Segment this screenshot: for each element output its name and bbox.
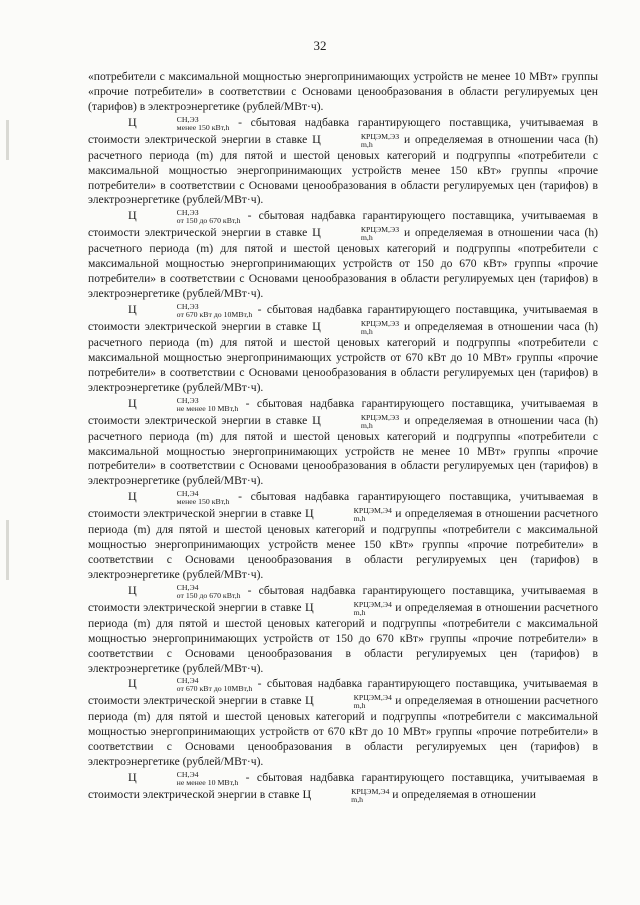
tariff-symbol: Ц СН,Э4 не менее 10 МВт,h — [128, 770, 239, 788]
rate-symbol: Ц КРЦЭМ,ЭЗ m,h — [312, 131, 400, 149]
definition-paragraph: Ц СН,Э4 от 670 кВт до 10МВт,h - сбытовая надбавка гарантирующего поставщика, учитываемая в стоимости электрической энергии в ставке Ц КРЦЭМ,Э4 m,h и определяемая в отношении расчетного периода (m) для пятой и шестой ценовых категорий и подгруппы «потребители с максимальной мощностью энергопринимающих устройств от 670 кВт до 10 МВт» группы «прочие потребители» в соответствии с Основами ценообразования в области регулируемых цен (тарифов) в электроэнергетике (рублей/МВт·ч). — [88, 676, 598, 769]
tariff-symbol: Ц СН,ЭЗ от 150 до 670 кВт,h — [128, 208, 241, 226]
rate-symbol: Ц КРЦЭМ,ЭЗ m,h — [312, 318, 400, 336]
rate-symbol: Ц КРЦЭМ,Э4 m,h — [304, 599, 392, 617]
tariff-symbol: Ц СН,Э4 от 150 до 670 кВт,h — [128, 582, 241, 600]
page-number: 32 — [313, 38, 327, 53]
definition-paragraph: Ц СН,ЭЗ не менее 10 МВт,h - сбытовая надбавка гарантирующего поставщика, учитываемая в стоимости электрической энергии в ставке Ц КРЦЭМ,ЭЗ m,h и определяемая в отношении часа (h) расчетного периода (m) для пятой и шестой ценовых категорий и подгруппы «потребители с максимальной мощностью энергопринимающих устройств не менее 10 МВт» группы «прочие потребители» в соответствии с Основами ценообразования в области регулируемых цен (тарифов) в электроэнергетике (рублей/МВт·ч). — [88, 395, 599, 488]
rate-symbol: Ц КРЦЭМ,ЭЗ m,h — [312, 225, 400, 243]
document-body — [88, 70, 598, 804]
definition-paragraph: Ц СН,ЭЗ от 150 до 670 кВт,h - сбытовая надбавка гарантирующего поставщика, учитываемая в стоимости электрической энергии в ставке Ц КРЦЭМ,ЭЗ m,h и определяемая в отношении часа (h) расчетного периода (m) для пятой и шестой ценовых категорий и подгруппы «потребители с максимальной мощностью энергопринимающих устройств от 150 до 670 кВт» группы «прочие потребители» в соответствии с Основами ценообразования в области регулируемых цен (тарифов) в электроэнергетике (рублей/МВт·ч). — [88, 208, 599, 301]
rate-symbol: Ц КРЦЭМ,Э4 m,h — [302, 787, 390, 805]
scan-edge-mark — [6, 520, 9, 580]
tariff-symbol: Ц СН,Э4 менее 150 кВт,h — [128, 489, 230, 507]
intro-paragraph: «потребители с максимальной мощностью энергопринимающих устройств не менее 10 МВт» группы «прочие потребители» в соответствии с Основами ценообразования в области регулируемых цен (тарифов) в электроэнергетике (рублей/МВт·ч). — [88, 70, 598, 113]
tariff-symbol: Ц СН,ЭЗ от 670 кВт до 10МВт,h — [128, 301, 253, 319]
definition-paragraph: Ц СН,ЭЗ от 670 кВт до 10МВт,h - сбытовая надбавка гарантирующего поставщика, учитываемая в стоимости электрической энергии в ставке Ц КРЦЭМ,ЭЗ m,h и определяемая в отношении часа (h) расчетного периода (m) для пятой и шестой ценовых категорий и подгруппы «потребители с максимальной мощностью энергопринимающих устройств от 670 кВт до 10 МВт» группы «прочие потребители» в соответствии с Основами ценообразования в области регулируемых цен (тарифов) в электроэнергетике (рублей/МВт·ч). — [88, 301, 599, 394]
tariff-symbol: Ц СН,ЭЗ менее 150 кВт,h — [128, 114, 230, 132]
rate-symbol: Ц КРЦЭМ,Э4 m,h — [304, 506, 392, 524]
definition-paragraph: Ц СН,Э4 менее 150 кВт,h - сбытовая надбавка гарантирующего поставщика, учитываемая в стоимости электрической энергии в ставке Ц КРЦЭМ,Э4 m,h и определяемая в отношении расчетного периода (m) для пятой и шестой ценовых категорий и подгруппы «потребители с максимальной мощностью энергопринимающих устройств менее 150 кВт» группы «прочие потребители» в соответствии с Основами ценообразования в области регулируемых цен (тарифов) в электроэнергетике (рублей/МВт·ч). — [88, 489, 598, 581]
scan-edge-mark — [6, 120, 9, 160]
tariff-symbol: Ц СН,Э4 от 670 кВт до 10МВт,h — [128, 676, 253, 694]
rate-symbol: Ц КРЦЭМ,ЭЗ m,h — [312, 412, 400, 430]
definition-paragraph: Ц СН,Э4 от 150 до 670 кВт,h - сбытовая надбавка гарантирующего поставщика, учитываемая в стоимости электрической энергии в ставке Ц КРЦЭМ,Э4 m,h и определяемая в отношении расчетного периода (m) для пятой и шестой ценовых категорий и подгруппы «потребители с максимальной мощностью энергопринимающих устройств от 150 до 670 кВт» группы «прочие потребители» в соответствии с Основами ценообразования в области регулируемых цен (тарифов) в электроэнергетике (рублей/МВт·ч). — [88, 582, 598, 675]
definition-paragraph: Ц СН,Э4 не менее 10 МВт,h - сбытовая надбавка гарантирующего поставщика, учитываемая в стоимости электрической энергии в ставке Ц КРЦЭМ,Э4 m,h и определяемая в отношении — [88, 770, 598, 805]
definition-paragraph: Ц СН,ЭЗ менее 150 кВт,h - сбытовая надбавка гарантирующего поставщика, учитываемая в стоимости электрической энергии в ставке Ц КРЦЭМ,ЭЗ m,h и определяемая в отношении часа (h) расчетного периода (m) для пятой и шестой ценовых категорий и подгруппы «потребители с максимальной мощностью энергопринимающих устройств менее 150 кВт» группы «прочие потребители» в соответствии с Основами ценообразования в области регулируемых цен (тарифов) в электроэнергетике (рублей/МВт·ч). — [88, 114, 599, 207]
rate-symbol: Ц КРЦЭМ,Э4 m,h — [304, 693, 392, 711]
tariff-symbol: Ц СН,ЭЗ не менее 10 МВт,h — [128, 395, 239, 413]
